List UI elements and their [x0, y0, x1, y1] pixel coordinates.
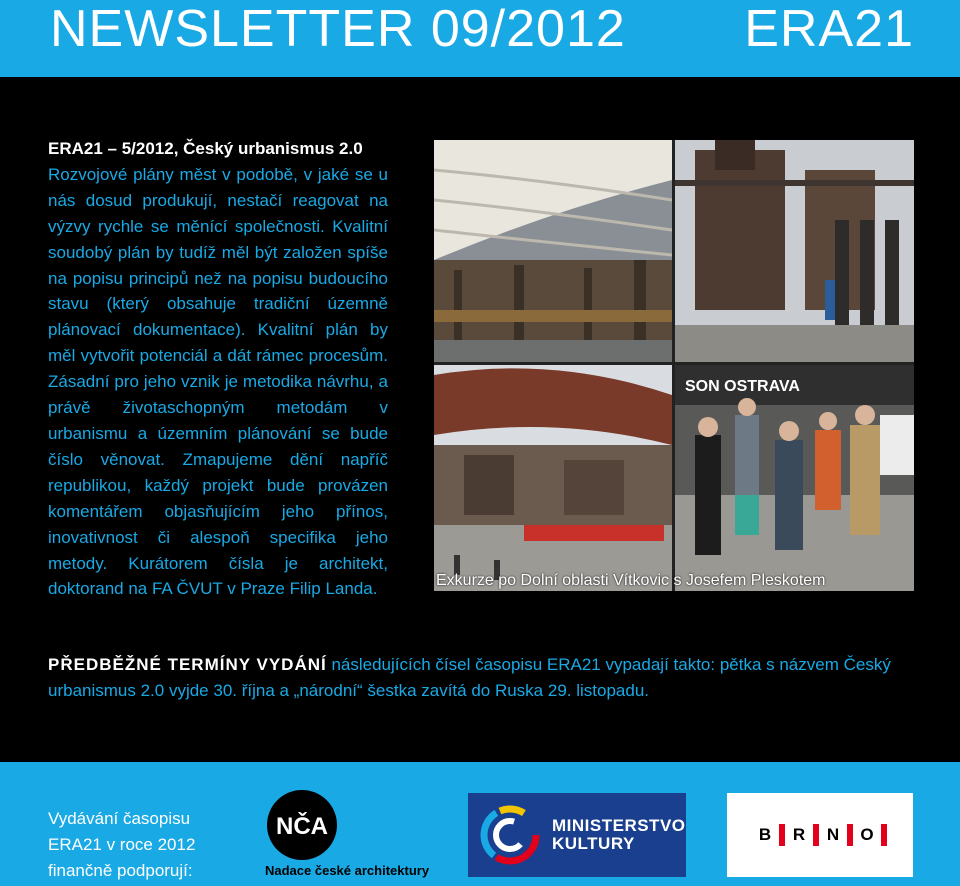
ministry-name [552, 817, 686, 853]
nca-logo-mark [267, 790, 337, 860]
brno-letter-o: O [860, 825, 874, 844]
brno-letter-r: R [792, 825, 806, 844]
nca-logo-text: NČA [276, 813, 328, 840]
support-line-2: ERA21 v roce 2012 [48, 835, 196, 854]
brno-bar [813, 824, 819, 846]
support-text [48, 806, 248, 884]
ministry-name-line-1: MINISTERSTVO [552, 816, 686, 835]
article-heading: ERA21 – 5/2012, Český urbanismus 2.0 [48, 139, 363, 158]
release-dates-text: následujících čísel časopisu ERA21 vypadají takto: pětka s názvem Český urbanismus 2.0 vyjde 30. října a „národní“ šestka zavítá do Ruska 29. listopadu. [48, 655, 891, 700]
support-line-3: finančně podporují: [48, 861, 193, 880]
photo-canopy [434, 140, 672, 362]
brno-letter-n: N [826, 825, 840, 844]
brno-bar [779, 824, 785, 846]
brno-letter-b: B [758, 825, 772, 844]
brno-bar [881, 824, 887, 846]
support-line-1: Vydávání časopisu [48, 809, 191, 828]
header-band [0, 0, 960, 77]
ministry-logo-icon [478, 803, 542, 867]
release-dates-heading: PŘEDBĚŽNÉ TERMÍNY VYDÁNÍ [48, 655, 327, 674]
ministry-of-culture-logo[interactable] [468, 793, 686, 877]
nca-label: Nadace české architektury [265, 863, 430, 878]
newsletter-title: NEWSLETTER 09/2012 [50, 0, 626, 58]
ministry-name-line-2: KULTURY [552, 834, 635, 853]
nca-logo[interactable] [265, 788, 445, 880]
article-body: Rozvojové plány měst v podobě, v jaké se u nás dosud produkují, nestačí reagovat na výzvy rychle se měnící společnosti. Kvalitní soudobý plán by tudíž měl být založen spíše na popisu principů než na popisu budoucího stavu (který obsahuje tradiční územně plánovací dokumentace). Kvalitní plán by měl vytvořit potenciál a dát rámec procesům. Zásadní pro jeho vznik je metodika návrhu, a právě životaschopným metodám v urbanismu a územním plánování se bude číslo věnovat. Zmapujeme dění napříč republikou, každý projekt bude provázen komentářem objasňujícím jeho přínos, inovativnost či alespoň specifika jeho metody. Kurátorem čísla je architekt, doktorand na FA ČVUT v Praze Filip Landa. [48, 164, 388, 599]
photo-caption: Exkurze po Dolní oblasti Vítkovic s Josefem Pleskotem [436, 572, 826, 589]
brno-bar [847, 824, 853, 846]
photo-group [675, 365, 914, 591]
photo-collage [434, 140, 914, 591]
brand-name: ERA21 [744, 0, 914, 58]
photo-pipes [434, 365, 672, 591]
sign-text: SON OSTRAVA [685, 378, 800, 395]
brno-logo[interactable] [727, 793, 913, 877]
release-dates [48, 652, 918, 704]
article [48, 136, 388, 602]
sponsors-footer [0, 762, 960, 886]
photo-blast-furnace [675, 140, 914, 362]
brno-logo-mark [755, 824, 891, 846]
